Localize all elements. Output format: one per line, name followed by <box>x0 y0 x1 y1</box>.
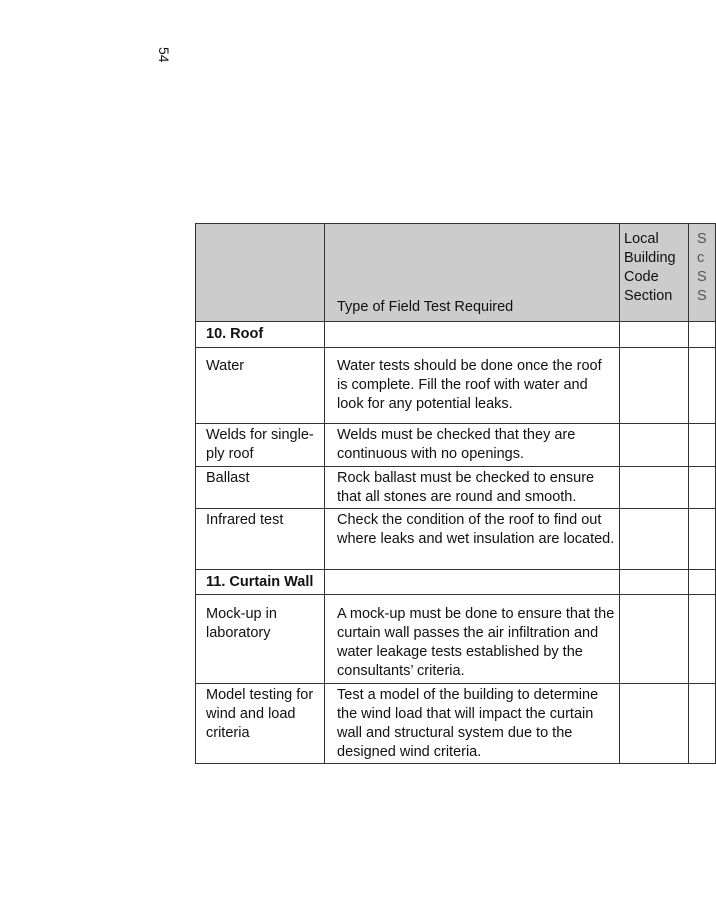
row-item: Water <box>196 348 325 424</box>
row-description: Water tests should be done once the roof is complete. Fill the roof with water and look for any potential leaks. <box>325 348 620 424</box>
header-local-building-code-section: Local Building Code Section <box>620 224 689 322</box>
row-description: Rock ballast must be checked to ensure that all stones are round and smooth. <box>325 467 620 509</box>
row-description: Check the condition of the roof to find out where leaks and wet insulation are located. <box>325 509 620 570</box>
section-row-roof <box>196 322 716 348</box>
row-item: Model testing for wind and load criteria <box>196 684 325 764</box>
section-title: 10. Roof <box>196 322 325 348</box>
table-row <box>196 595 716 684</box>
row-description: A mock-up must be done to ensure that the curtain wall passes the air infiltration and water leakage tests established by the consultants’ criteria. <box>325 595 620 684</box>
table-row <box>196 424 716 467</box>
field-test-table <box>195 223 716 764</box>
header-item <box>196 224 325 322</box>
table-header-row <box>196 224 716 322</box>
header-type-of-field-test: Type of Field Test Required <box>325 224 620 322</box>
field-test-table-container <box>195 223 707 764</box>
row-item: Ballast <box>196 467 325 509</box>
page-number: 54 <box>156 47 172 63</box>
section-row-curtain-wall <box>196 570 716 595</box>
table-row <box>196 509 716 570</box>
table-row <box>196 348 716 424</box>
row-description: Test a model of the building to determine the wind load that will impact the curtain wall and structural system due to the designed wind criteria. <box>325 684 620 764</box>
row-description: Welds must be checked that they are continuous with no openings. <box>325 424 620 467</box>
row-item: Infrared test <box>196 509 325 570</box>
table-row <box>196 684 716 764</box>
header-next-column-cut: S c S S <box>689 224 716 322</box>
row-item: Mock-up in laboratory <box>196 595 325 684</box>
row-item: Welds for single-ply roof <box>196 424 325 467</box>
section-title: 11. Curtain Wall <box>196 570 325 595</box>
table-row <box>196 467 716 509</box>
